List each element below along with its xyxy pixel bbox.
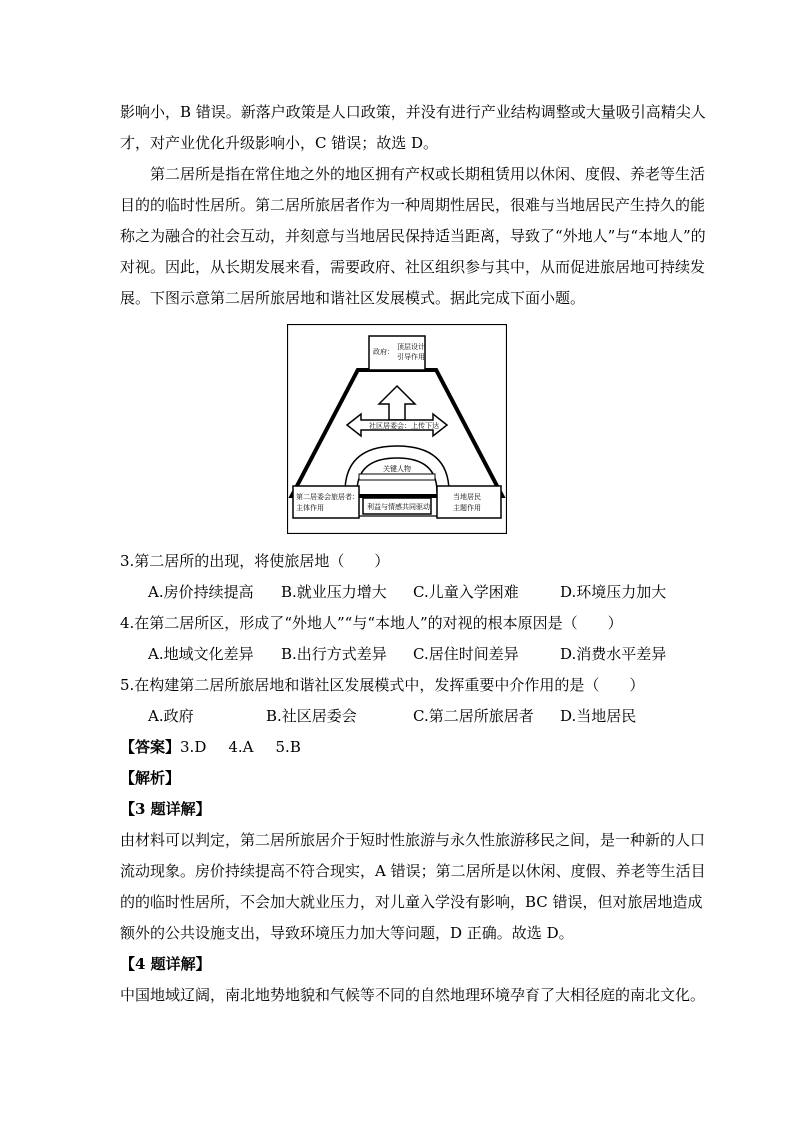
answer-3: 3.D — [180, 738, 207, 756]
answer-5: 5.B — [275, 738, 301, 756]
q4-detail-label: 【4 题详解】 — [120, 955, 211, 973]
q3-option-b: B.就业压力增大 — [281, 583, 387, 601]
government-role-1: 顶层设计 — [397, 343, 425, 351]
paragraph-line: 目的的临时性居所。第二居所旅居者作为一种周期性居民，很难与当地居民产生持久的能 — [120, 196, 706, 214]
answer-line — [120, 736, 323, 758]
sojourner-label-1: 第二居委会旅居者： — [296, 493, 359, 501]
question-stem-4: 4.在第二居所区，形成了“外地人”“与“本地人”的对视的根本原因是（ ） — [120, 614, 623, 632]
q5-option-c: C.第二居所旅居者 — [413, 707, 534, 725]
paragraph-line: 影响小，B 错误。新落户政策是人口政策，并没有进行产业结构调整或大量吸引高精尖人 — [120, 103, 706, 121]
committee-label: 社区居委会：上传下达 — [369, 422, 439, 430]
paragraph-line: 流动现象。房价持续提高不符合现实，A 错误；第二居所是以休闲、度假、养老等生活目 — [120, 862, 706, 880]
q5-option-a: A.政府 — [148, 707, 194, 725]
q4-option-c: C.居住时间差异 — [413, 645, 519, 663]
local-resident-label-2: 主题作用 — [453, 504, 481, 512]
q3-detail-label: 【3 题详解】 — [120, 800, 211, 818]
q5-option-d: D.当地居民 — [560, 707, 637, 725]
paragraph-line: 的的临时性居所，不会加大就业压力，对儿童入学没有影响，BC 错误，但对旅居地造成 — [120, 893, 703, 911]
paragraph-line: 中国地域辽阔，南北地势地貌和气候等不同的自然地理环境孕育了大相径庭的南北文化。 — [120, 986, 706, 1004]
local-resident-box — [437, 486, 501, 518]
q4-option-b: B.出行方式差异 — [281, 645, 387, 663]
question-stem-5: 5.在构建第二居所旅居地和谐社区发展模式中，发挥重要中介作用的是（ ） — [120, 676, 645, 694]
sojourner-box — [293, 486, 359, 518]
sojourner-label-2: 主体作用 — [296, 504, 324, 512]
paragraph-line: 对视。因此，从长期发展来看，需要政府、社区组织参与其中，从而促进旅居地可持续发 — [120, 258, 706, 276]
paragraph-line: 称之为融合的社会互动，并刻意与当地居民保持适当距离，导致了“外地人”与“本地人”的 — [120, 227, 706, 245]
question-stem-3: 3.第二居所的出现，将使旅居地（ ） — [120, 552, 390, 570]
q4-option-a: A.地域文化差异 — [148, 645, 254, 663]
answer-4: 4.A — [228, 738, 254, 756]
community-model-figure — [287, 324, 507, 534]
paragraph-line: 才，对产业优化升级影响小，C 错误；故选 D。 — [120, 134, 439, 152]
paragraph-line: 由材料可以判定，第二居所旅居介于短时性旅游与永久性旅游移民之间，是一种新的人口 — [120, 831, 706, 849]
analysis-label: 【解析】 — [120, 769, 181, 787]
q4-option-d: D.消费水平差异 — [560, 645, 667, 663]
paragraph-line: 第二居所是指在常住地之外的地区拥有产权或长期租赁用以休闲、度假、养老等生活 — [150, 165, 706, 183]
government-role-2: 引导作用 — [397, 353, 425, 361]
interest-label: 利益与情感共同驱动 — [367, 503, 430, 511]
answer-label: 【答案】 — [120, 738, 181, 756]
paragraph-line: 额外的公共设施支出，导致环境压力加大等问题，D 正确。故选 D。 — [120, 924, 574, 942]
key-person-label: 关键人物 — [383, 465, 411, 473]
paragraph-line: 展。下图示意第二居所旅居地和谐社区发展模式。据此完成下面小题。 — [120, 289, 586, 307]
q3-option-a: A.房价持续提高 — [148, 583, 254, 601]
government-label: 政府： — [373, 348, 394, 356]
local-resident-label-1: 当地居民 — [453, 493, 481, 501]
q5-option-b: B.社区居委会 — [266, 707, 357, 725]
q3-option-d: D.环境压力加大 — [560, 583, 667, 601]
q3-option-c: C.儿童入学困难 — [413, 583, 519, 601]
center-bar — [359, 474, 435, 480]
